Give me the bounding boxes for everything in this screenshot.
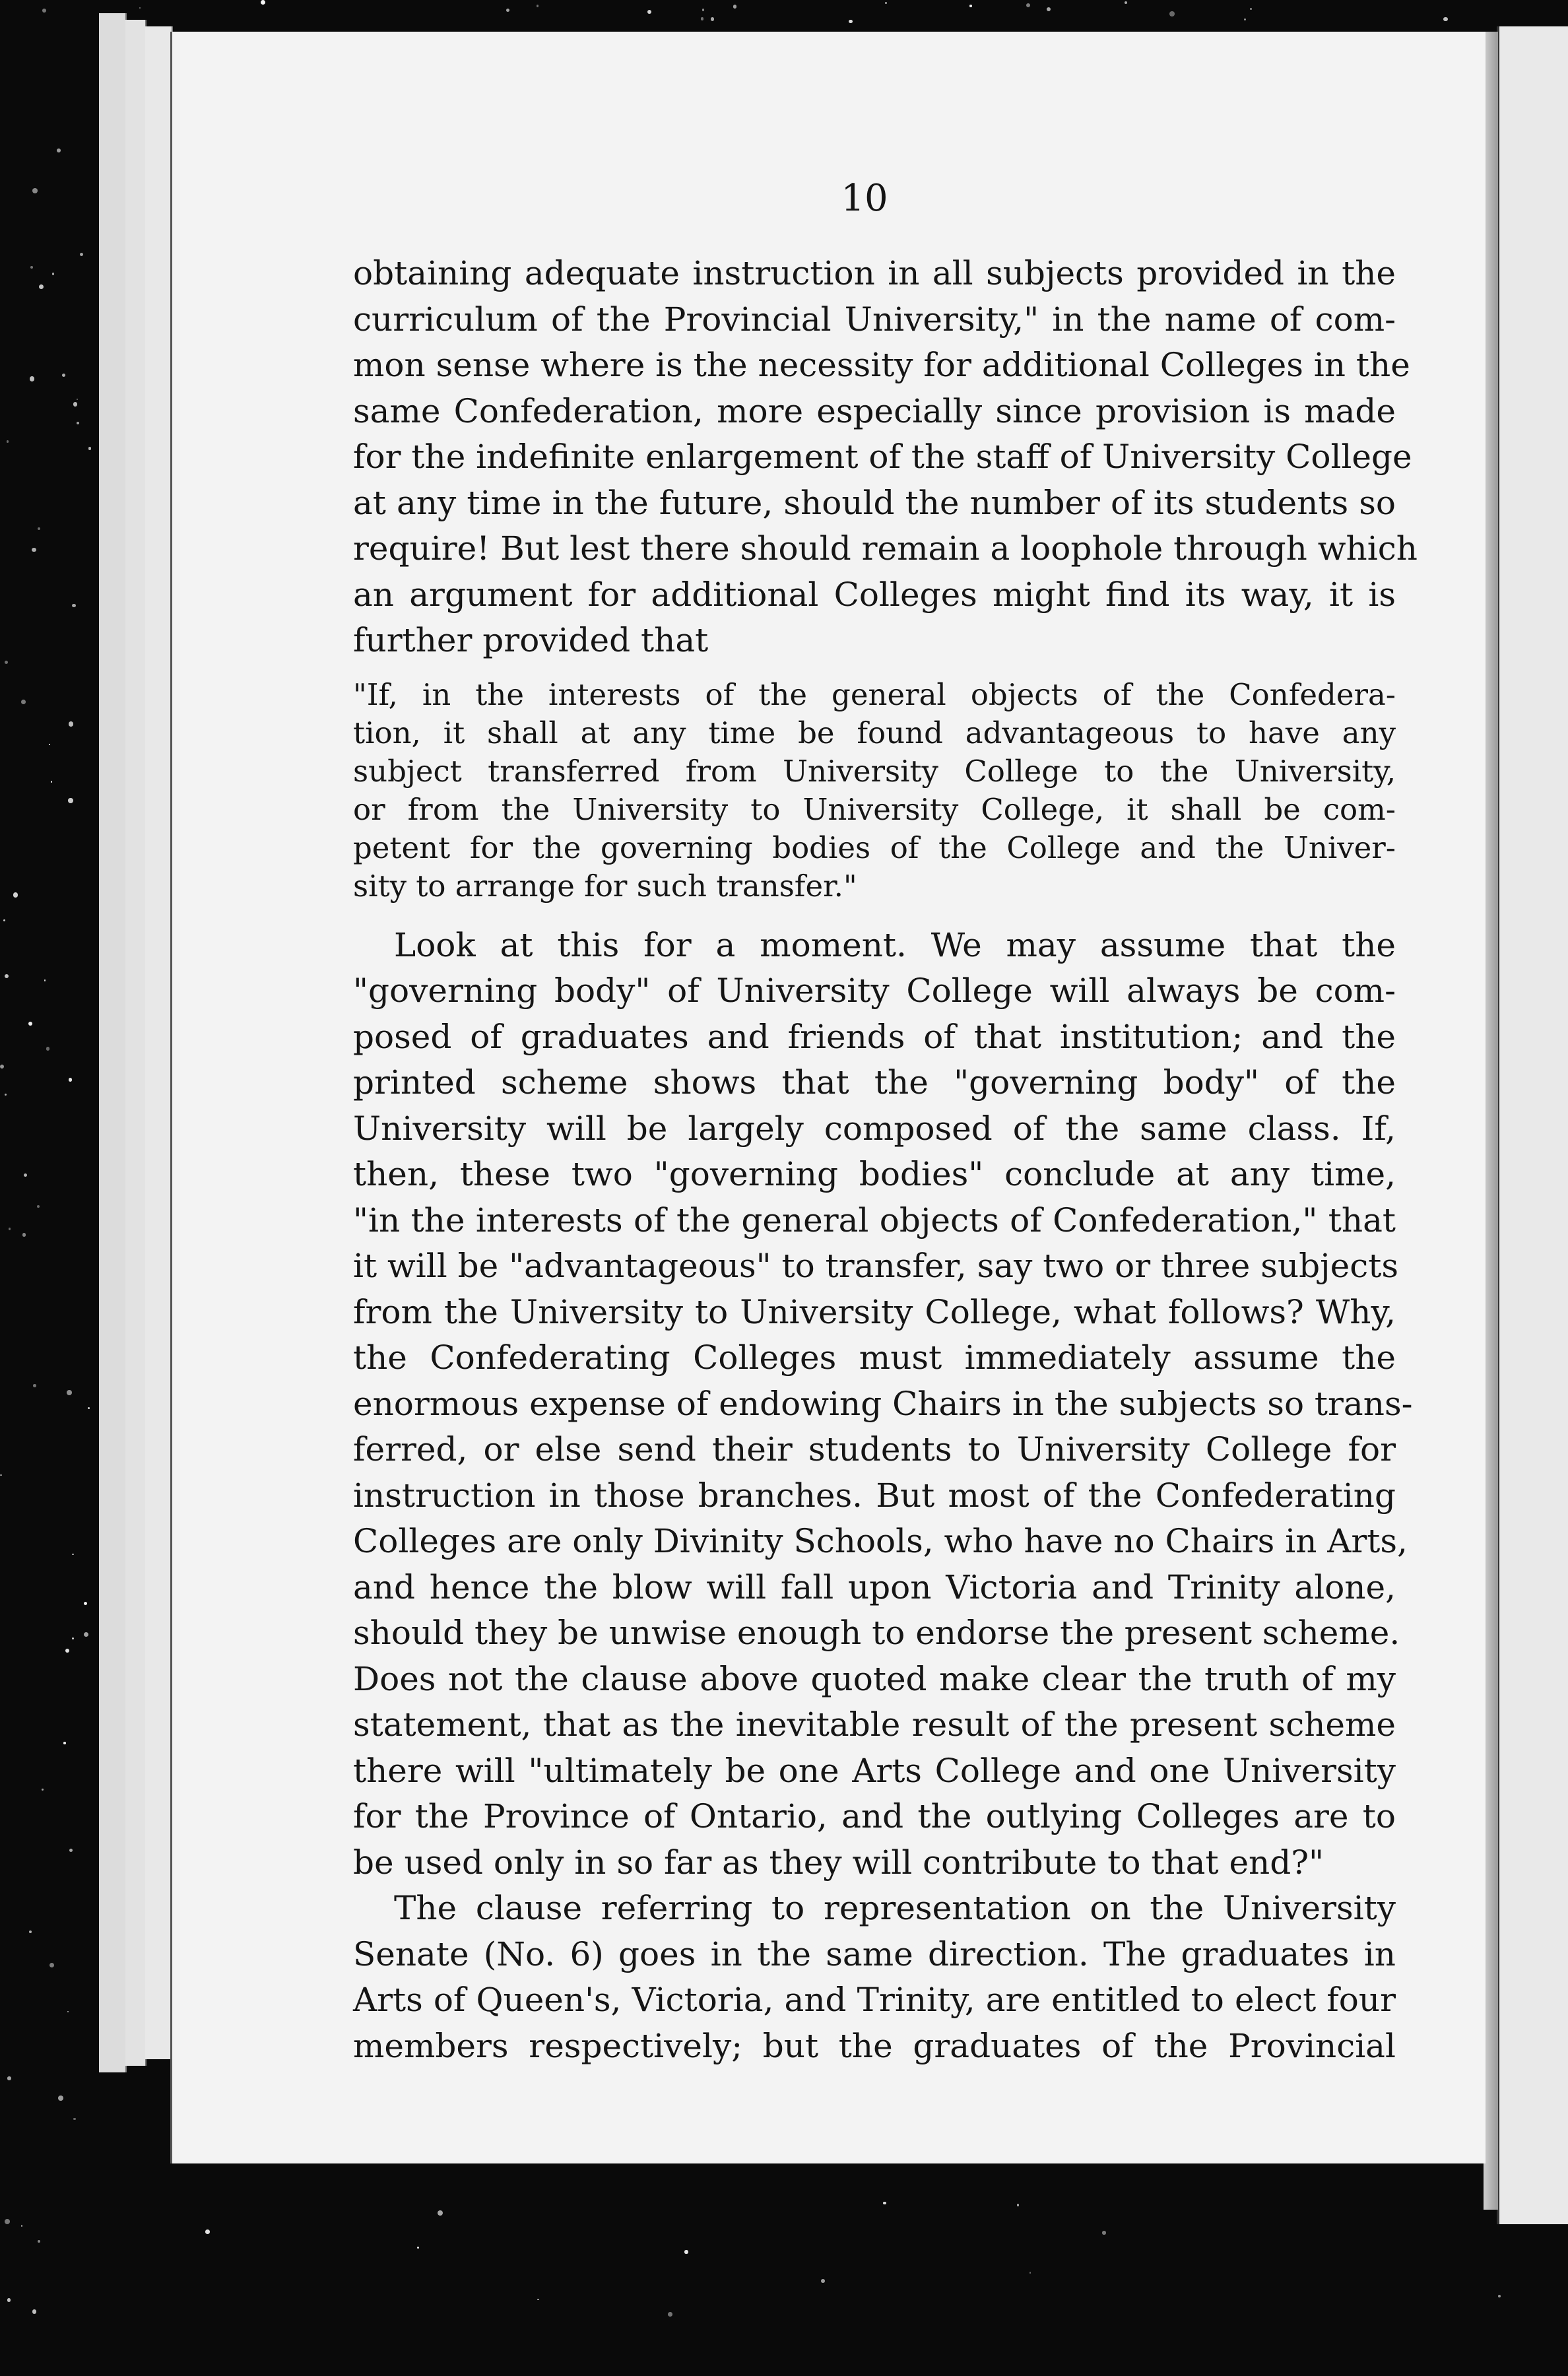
scan-speck [417, 2247, 418, 2248]
text-line: Senate (No. 6) goes in the same direction. The graduates in [353, 1934, 1396, 1973]
scan-speck [701, 17, 704, 20]
scan-speck [205, 2229, 210, 2234]
paragraph-3 [353, 1886, 1396, 2069]
scan-speck [7, 2298, 11, 2301]
scan-speck [77, 399, 78, 400]
text-line: at any time in the future, should the number of its students so [353, 483, 1396, 522]
scan-speck [28, 1022, 32, 1026]
scan-speck [22, 1233, 26, 1236]
text-line: printed scheme shows that the "governing body" of the [353, 1063, 1396, 1102]
scan-speck [1102, 2231, 1106, 2235]
block-quote [353, 676, 1396, 906]
scan-speck [9, 1228, 11, 1230]
scan-speck [52, 273, 54, 275]
scan-speck [72, 604, 76, 608]
scan-speck [30, 376, 35, 381]
scan-speck [29, 1930, 32, 1934]
scan-speck [885, 2, 887, 4]
scan-speck [438, 2210, 443, 2216]
scan-speck [5, 661, 8, 664]
scan-speck [684, 2250, 688, 2253]
scan-speck [1125, 1, 1127, 4]
scan-speck [44, 979, 46, 981]
scan-speck [38, 2240, 40, 2243]
scan-speck [32, 2309, 37, 2314]
scan-speck [7, 2076, 11, 2080]
scan-speck [5, 1094, 7, 1096]
text-line: The clause referring to representation on the University [394, 1889, 1396, 1927]
scan-speck [72, 1554, 73, 1555]
scan-speck [0, 1065, 4, 1069]
scan-speck [261, 0, 265, 5]
text-line: further provided that [353, 621, 709, 659]
text-line: require! But lest there should remain a loophole through which [353, 529, 1418, 568]
scan-speck [77, 422, 79, 424]
text-line: Arts of Queen's, Victoria, and Trinity, are entitled to elect four [353, 1981, 1396, 2019]
scan-speck [668, 2312, 672, 2317]
scan-speck [39, 284, 44, 289]
scan-speck [139, 7, 141, 9]
scan-speck [0, 1474, 2, 1476]
scan-speck [1169, 11, 1174, 16]
scan-speck [42, 9, 46, 13]
text-line: same Confederation, more especially since provision is made [353, 391, 1396, 430]
scan-speck [7, 440, 9, 443]
scan-speck [73, 402, 78, 407]
scan-speck [21, 700, 26, 704]
scan-speck [67, 2011, 69, 2012]
scan-speck [57, 148, 61, 152]
page-edge [99, 13, 127, 2072]
text-line: mon sense where is the necessity for additional Colleges in the [353, 346, 1410, 384]
scan-speck [72, 1637, 74, 1639]
scan-speck [68, 798, 73, 803]
scan-speck [883, 2202, 886, 2204]
page-edge [125, 20, 147, 2066]
text-line: should they be unwise enough to endorse the present scheme. [353, 1614, 1400, 1652]
scan-speck [84, 1632, 88, 1637]
text-line: and hence the blow will fall upon Victoria and Trinity alone, [353, 1568, 1396, 1606]
scan-speck [1017, 2204, 1019, 2206]
scan-speck [33, 1384, 36, 1387]
quote-line: subject transferred from University College to the University, [353, 753, 1396, 789]
scan-speck [1250, 8, 1252, 10]
scan-speck [49, 1963, 54, 1967]
quote-line: sity to arrange for such transfer." [353, 868, 857, 904]
scan-speck [13, 892, 18, 898]
scan-speck [58, 2096, 63, 2101]
scan-speck [67, 1390, 72, 1395]
scan-speck [5, 974, 9, 978]
text-line: members respectively; but the graduates of the Provincial [353, 2026, 1396, 2065]
gutter-shadow [1484, 32, 1498, 2210]
scan-speck [506, 9, 509, 12]
text-line: "in the interests of the general objects of Confederation," that [353, 1201, 1396, 1239]
text-line: Colleges are only Divinity Schools, who have no Chairs in Arts, [353, 1522, 1408, 1560]
text-line: ferred, or else send their students to University College for [353, 1430, 1396, 1468]
scan-speck [69, 1849, 73, 1852]
text-line: Does not the clause above quoted make clear the truth of my [353, 1659, 1396, 1698]
page-edge [145, 26, 173, 2059]
quote-line: tion, it shall at any time be found advantageous to have any [353, 715, 1396, 750]
quote-line: or from the University to University College, it shall be com- [353, 791, 1396, 827]
scan-speck [46, 1047, 49, 1050]
scan-speck [702, 9, 705, 11]
scan-speck [65, 1649, 69, 1653]
scan-speck [1498, 2295, 1501, 2297]
scan-speck [88, 447, 92, 450]
scan-speck [84, 1602, 87, 1605]
paragraph-2 [353, 923, 1413, 1886]
scan-speck [5, 2219, 10, 2224]
text-line: posed of graduates and friends of that institution; and the [353, 1017, 1396, 1056]
scan-speck [969, 5, 971, 7]
text-line: there will "ultimately be one Arts College and one University [353, 1751, 1396, 1790]
scan-speck [3, 919, 5, 921]
scan-speck [80, 253, 83, 256]
text-line: it will be "advantageous" to transfer, say two or three subjects [353, 1247, 1398, 1285]
facing-page-edge [1497, 26, 1568, 2224]
quote-line: "If, in the interests of the general objects of the Confedera- [353, 676, 1396, 712]
scan-speck [21, 2225, 23, 2227]
text-line: then, these two "governing bodies" conclude at any time, [353, 1155, 1396, 1193]
scan-speck [88, 1407, 90, 1409]
scan-speck [32, 548, 36, 552]
text-line: statement, that as the inevitable result of the present scheme [353, 1705, 1396, 1744]
text-line: for the indefinite enlargement of the staff of University College [353, 438, 1412, 476]
text-line: curriculum of the Provincial University," in the name of com- [353, 300, 1396, 339]
scan-speck [73, 2118, 76, 2121]
text-line: for the Province of Ontario, and the outlying Colleges are to [353, 1797, 1396, 1835]
text-line: the Confederating Colleges must immediately assume the [353, 1338, 1396, 1377]
scan-speck [24, 1173, 27, 1177]
scan-speck [1244, 18, 1246, 20]
scan-speck [1443, 17, 1447, 21]
scan-speck [647, 10, 651, 14]
scan-speck [849, 20, 853, 24]
scan-speck [51, 781, 53, 783]
scan-speck [537, 5, 539, 7]
text-line: obtaining adequate instruction in all subjects provided in the [353, 254, 1396, 292]
scan-speck [711, 17, 715, 21]
text-line: Look at this for a moment. We may assume that the [394, 925, 1396, 964]
scan-speck [1029, 2272, 1031, 2274]
scan-speck [62, 374, 65, 377]
scan-speck [37, 1205, 40, 1208]
paragraph-1 [353, 251, 1418, 664]
scan-speck [63, 1742, 66, 1744]
text-line: an argument for additional Colleges might find its way, it is [353, 575, 1396, 614]
text-column [353, 251, 1418, 2069]
quote-line: petent for the governing bodies of the College and the Univer- [353, 830, 1396, 865]
text-line: from the University to University College, what follows? Why, [353, 1292, 1396, 1331]
scan-speck [821, 2279, 825, 2283]
text-line: be used only in so far as they will contribute to that end?" [353, 1843, 1324, 1882]
text-line: enormous expense of endowing Chairs in the subjects so trans- [353, 1384, 1413, 1423]
scan-speck [30, 266, 33, 269]
scan-speck [1047, 7, 1051, 11]
scan-speck [69, 1078, 72, 1081]
scan-speck [32, 188, 38, 193]
scan-speck [42, 1789, 43, 1790]
page-number: 10 [841, 177, 888, 220]
scan-speck [49, 744, 50, 745]
scan-speck [733, 5, 737, 9]
text-line: University will be largely composed of the same class. If, [353, 1109, 1396, 1148]
scan-speck [537, 2299, 539, 2301]
scan-speck [1026, 3, 1030, 7]
text-line: "governing body" of University College will always be com- [353, 972, 1396, 1010]
scan-speck [69, 721, 73, 726]
text-line: instruction in those branches. But most of the Confederating [353, 1476, 1396, 1515]
scan-speck [38, 527, 40, 530]
